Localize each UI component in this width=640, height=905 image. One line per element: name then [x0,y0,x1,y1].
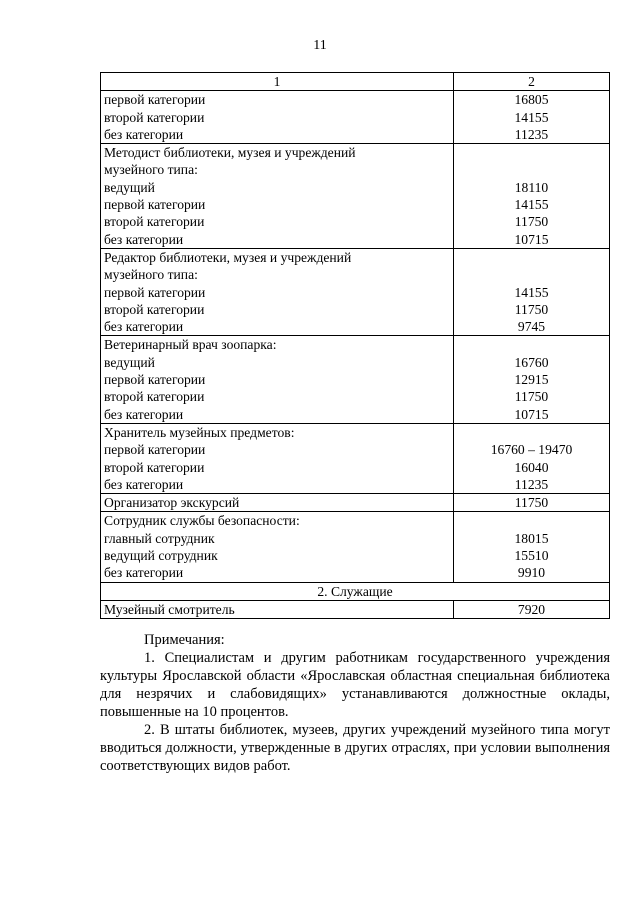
salary-value: 10715 [514,406,549,422]
salary-value [457,512,606,529]
position-line: Сотрудник службы безопасности: [104,513,300,529]
position-line: первой категории [104,284,206,300]
salary-cell [454,336,610,423]
position-cell [101,512,454,582]
position-cell [101,248,454,335]
salary-value: 15510 [514,548,549,564]
position-line: второй категории [104,389,205,405]
salary-value: 11235 [514,126,549,142]
position-line: без категории [104,476,184,492]
table-row [101,91,610,144]
table-header-row [101,73,610,91]
salary-value: 16805 [514,92,549,108]
salary-value: 12915 [514,372,549,388]
position-line: без категории [104,319,184,335]
position-line: музейного типа: [104,267,198,283]
salary-cell [454,494,610,512]
table-row [101,144,610,249]
position-line: первой категории [104,92,206,108]
notes-title: Примечания: [144,632,225,648]
note-item: 1. Специалистам и другим работникам государственного учреждения культуры Ярославской области «Ярославская областная специальная библиотека для незрячих и слабовидящих» устанавливаются должностные оклады, повышенные на 10 процентов. [100,650,610,720]
table-row [101,423,610,493]
salary-value: 11750 [514,214,549,230]
salary-value: 10715 [514,231,549,247]
position-line: без категории [104,406,184,422]
salary-table [100,72,610,619]
position-line: Редактор библиотеки, музея и учреждений [104,249,352,265]
salary-value [457,424,606,441]
table-row [101,512,610,582]
position-cell [101,494,454,512]
position-line: Методист библиотеки, музея и учреждений [104,145,356,161]
note-item: 2. В штаты библиотек, музеев, других учреждений музейного типа могут вводиться должности, утвержденные в других отраслях, при условии выполнения соответствующих видов работ. [100,722,610,774]
salary-cell [454,144,610,249]
salary-cell [454,423,610,493]
position-line: музейного типа: [104,162,198,178]
position-cell [101,423,454,493]
salary-value: 11235 [514,476,549,492]
salary-value: 16040 [514,459,549,475]
salary-cell [454,512,610,582]
salary-value: 9745 [517,319,546,335]
table-row [101,248,610,335]
salary-cell [454,91,610,144]
position-cell [101,144,454,249]
position-line: первой категории [104,197,206,213]
position-line: Ветеринарный врач зоопарка: [104,337,277,353]
salary-value [457,249,606,266]
salary-value: 14155 [514,284,549,300]
section-title: 2. Служащие [101,582,610,600]
header-cell-1: 1 [101,73,454,91]
salary-value: 18110 [514,179,549,195]
position-line: первой категории [104,372,206,388]
salary-value: 18015 [514,530,549,546]
position-line: главный сотрудник [104,530,215,546]
table-row [101,494,610,512]
salary-cell: 7920 [454,600,610,618]
position-line: без категории [104,126,184,142]
position-line: второй категории [104,301,205,317]
section-row [101,582,610,600]
position-cell [101,336,454,423]
salary-value: 16760 – 19470 [490,442,573,458]
salary-value: 14155 [514,109,549,125]
position-cell: Музейный смотритель [101,600,454,618]
position-line: Хранитель музейных предметов: [104,424,295,440]
position-line: без категории [104,565,184,581]
notes-section [100,631,610,775]
header-cell-2: 2 [454,73,610,91]
table-row [101,600,610,618]
table-row [101,336,610,423]
page-number: 11 [313,38,327,53]
salary-value: 16760 [514,354,549,370]
salary-value: 11750 [514,389,549,405]
position-line: ведущий [104,354,155,370]
salary-value: 11750 [514,301,549,317]
salary-value [457,266,606,283]
position-line: второй категории [104,214,205,230]
salary-value: 14155 [514,197,549,213]
position-line: второй категории [104,459,205,475]
position-line: ведущий [104,179,155,195]
position-cell [101,91,454,144]
salary-value [457,336,606,353]
position-line: ведущий сотрудник [104,548,218,564]
position-line: второй категории [104,109,205,125]
salary-value: 9910 [517,565,546,581]
position-line: без категории [104,231,184,247]
position-line: Организатор экскурсий [104,495,240,511]
salary-value [457,144,606,161]
position-line: первой категории [104,442,206,458]
salary-value [457,161,606,178]
salary-value: 11750 [514,495,549,511]
salary-cell [454,248,610,335]
